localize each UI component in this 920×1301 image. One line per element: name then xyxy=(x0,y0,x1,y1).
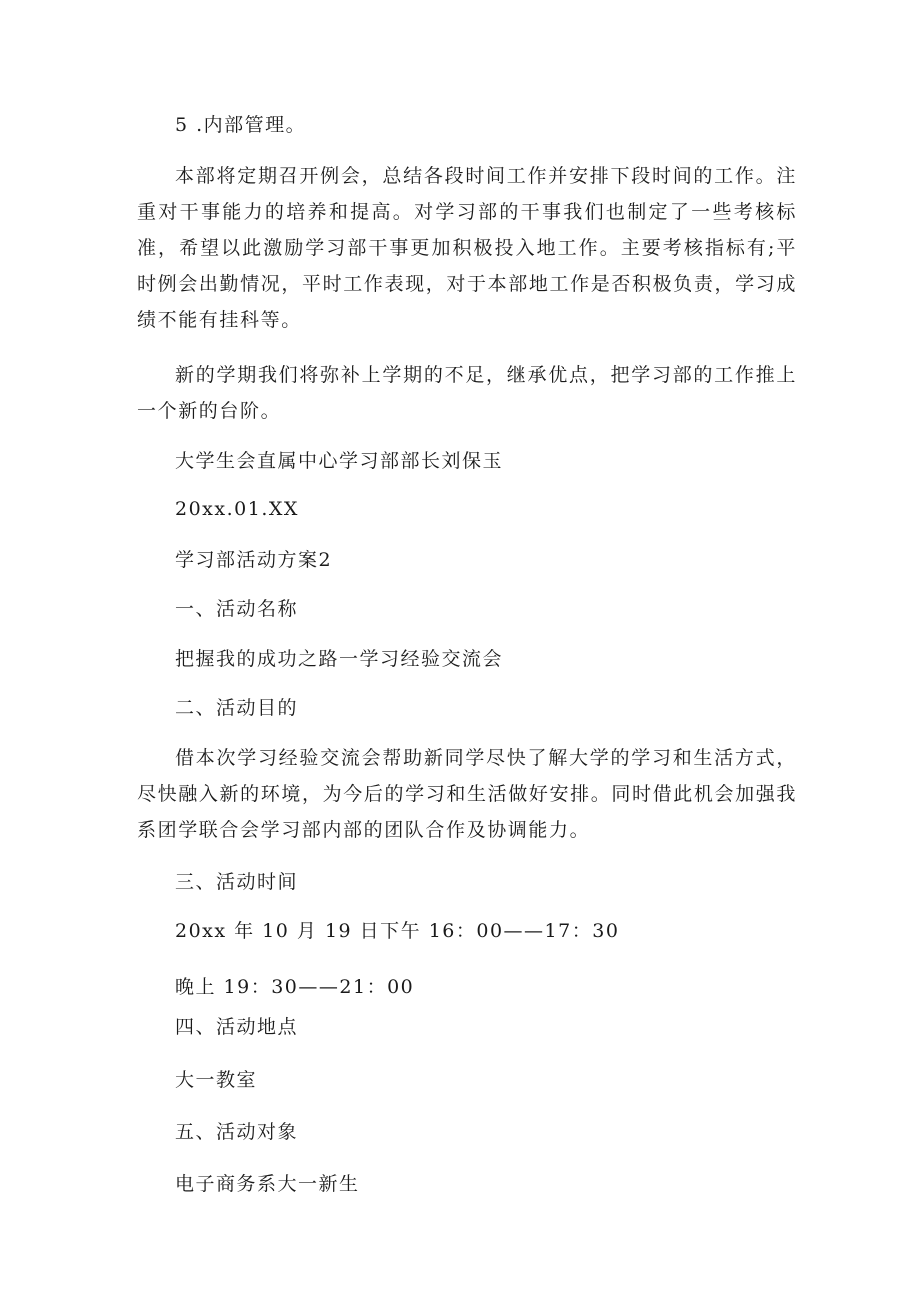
activity-audience: 电子商务系大一新生 xyxy=(175,1173,360,1195)
paragraph-new-semester: 新的学期我们将弥补上学期的不足，继承优点，把学习部的工作推上一个新的台阶。 xyxy=(137,364,797,422)
paragraph-internal-management: 本部将定期召开例会，总结各段时间工作并安排下段时间的工作。注重对干事能力的培养和提高。对学习部的干事我们也制定了一些考核标准，希望以此激励学习部干事更加积极投入地工作。主要考核指标有;平时例会出勤情况，平时工作表现，对于本部地工作是否积极负责，学习成绩不能有挂科等。 xyxy=(137,165,797,331)
section-heading-activity-time: 三、活动时间 xyxy=(175,871,299,893)
section-heading-activity-name: 一、活动名称 xyxy=(175,598,299,620)
paragraph-activity-purpose: 借本次学习经验交流会帮助新同学尽快了解大学的学习和生活方式，尽快融入新的环境，为今后的学习和生活做好安排。同时借此机会加强我系团学联合会学习部内部的团队合作及协调能力。 xyxy=(137,747,797,841)
signature: 大学生会直属中心学习部部长刘保玉 xyxy=(175,450,504,472)
activity-name: 把握我的成功之路一学习经验交流会 xyxy=(175,648,504,670)
date: 20xx.01.XX xyxy=(175,498,299,520)
activity-time-afternoon: 20xx 年 10 月 19 日下午 16：00——17：30 xyxy=(175,920,620,942)
section-heading-internal-management: 5 .内部管理。 xyxy=(175,114,307,136)
section-heading-activity-purpose: 二、活动目的 xyxy=(175,697,299,719)
activity-time-evening: 晚上 19：30——21：00 xyxy=(175,976,415,998)
section-heading-activity-location: 四、活动地点 xyxy=(175,1016,299,1038)
section-heading-activity-audience: 五、活动对象 xyxy=(175,1121,299,1143)
activity-location: 大一教室 xyxy=(175,1069,258,1091)
document-title: 学习部活动方案2 xyxy=(175,549,333,571)
